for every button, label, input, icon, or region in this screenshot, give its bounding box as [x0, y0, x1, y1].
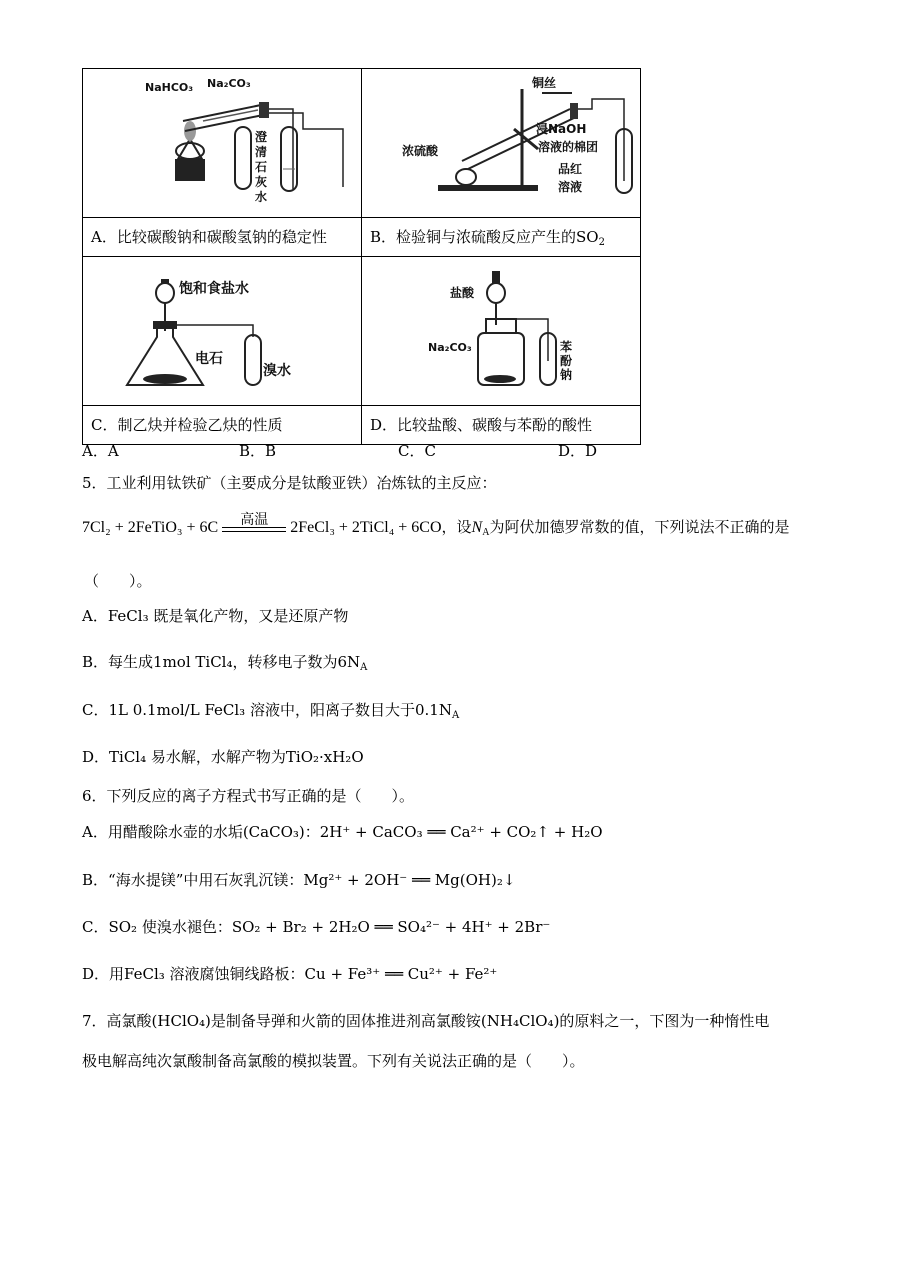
label-hui: 灰 [255, 175, 268, 189]
q5-condition: 高温 [240, 513, 269, 528]
apparatus-d-diagram [362, 257, 640, 405]
label-pinhong: 品红 [558, 162, 583, 176]
label-fen: 酚 [560, 354, 573, 368]
q6-option-b[interactable]: B．“海水提镁”中用石灰乳沉镁：Mg²⁺ + 2OH⁻ ══ Mg(OH)₂↓ [82, 871, 516, 889]
caption-cell-b [362, 218, 641, 257]
q5-eq-arrow [222, 513, 286, 532]
label-na: 钠 [560, 368, 573, 382]
q6-option-d[interactable]: D．用FeCl₃ 溶液腐蚀铜线路板：Cu + Fe³⁺ ══ Cu²⁺ + Fe²⁺ [82, 965, 498, 983]
caption-b: B．检验铜与浓硫酸反应产生的$SO_2$ [370, 228, 605, 248]
q5-stem: 5．工业利用钛铁矿（主要成分是钛酸亚铁）冶炼钛的主反应： [82, 474, 497, 492]
q5-option-c[interactable]: C．1L 0.1mol/L FeCl₃ 溶液中，阳离子数目大于$0.1N_A$ [82, 701, 460, 721]
label-bromine-water: 溴水 [263, 363, 291, 379]
apparatus-b-diagram [362, 69, 640, 217]
q6-option-c[interactable]: C．SO₂ 使溴水褪色：SO₂ + Br₂ + 2H₂O ══ SO₄²⁻ + 4H⁺ + 2Br⁻ [82, 918, 551, 936]
q4-options [82, 441, 782, 461]
label-na2co3: Na₂CO₃ [207, 77, 251, 90]
label-conc-h2so4: 浓硫酸 [402, 144, 439, 158]
label-ben: 苯 [560, 340, 573, 354]
q4-option-d[interactable]: D．D [558, 442, 598, 460]
figure-cell-a [83, 69, 362, 218]
label-shui: 水 [255, 190, 268, 204]
q4-option-a[interactable]: A．A [82, 442, 119, 460]
label-nahco3: NaHCO₃ [145, 81, 194, 94]
label-cheng: 澄 [255, 130, 268, 144]
q7-line2: 极电解高纯次氯酸制备高氯酸的模拟装置。下列有关说法正确的是（ ）。 [82, 1052, 585, 1070]
q4-option-c[interactable]: C．C [398, 442, 436, 460]
q6-option-a[interactable]: A．用醋酸除水壶的水垢(CaCO₃)：2H⁺ + CaCO₃ ══ Ca²⁺ + CO₂↑ + H₂O [82, 823, 603, 841]
q5-equation: 7Cl₂ + 2FeTiO₃ + 6C 高温 2FeCl₃ + 2TiCl₄ + 6CO，设$N_A$为阿伏加德罗常数的值，下列说法不正确的是 [82, 513, 790, 538]
q5-option-b[interactable]: B．每生成1mol TiCl₄，转移电子数为$6N_A$ [82, 653, 368, 673]
caption-cell-c [83, 406, 362, 445]
apparatus-a-diagram [83, 69, 361, 217]
q5-option-d[interactable]: D．TiCl₄ 易水解，水解产物为TiO₂·xH₂O [82, 748, 364, 766]
label-na2co3-d: Na₂CO₃ [428, 341, 472, 354]
label-copper-wire: 铜丝 [532, 76, 557, 90]
q5-paren: （ ）。 [84, 572, 152, 590]
label-carbide: 电石 [195, 351, 223, 367]
figure-cell-b [362, 69, 641, 218]
figure-cell-d [362, 257, 641, 406]
figure-cell-c [83, 257, 362, 406]
q6-stem: 6．下列反应的离子方程式书写正确的是（ ）。 [82, 787, 415, 805]
q4-option-b[interactable]: B．B [239, 442, 277, 460]
caption-c: C．制乙炔并检验乙炔的性质 [91, 416, 283, 434]
label-naoh: 浸NaOH [536, 122, 587, 136]
caption-cell-d [362, 406, 641, 445]
caption-cell-a [83, 218, 362, 257]
label-hcl: 盐酸 [450, 286, 475, 300]
q7-line1: 7．高氯酸(HClO₄)是制备导弹和火箭的固体推进剂高氯酸铵(NH₄ClO₄)的原料之一，下图为一种惰性电 [82, 1012, 770, 1030]
experiment-table [82, 68, 641, 445]
label-shi: 石 [255, 160, 268, 174]
apparatus-c-diagram [83, 257, 361, 405]
q5-eq-right: 2FeCl₃ + 2TiCl₄ + 6CO [290, 519, 442, 536]
caption-d: D．比较盐酸、碳酸与苯酚的酸性 [370, 416, 593, 434]
label-qing: 清 [255, 145, 268, 159]
label-rongye: 溶液 [558, 180, 583, 194]
q5-option-a[interactable]: A．FeCl₃ 既是氧化产物，又是还原产物 [82, 607, 349, 625]
label-cotton: 溶液的棉团 [538, 140, 599, 154]
q5-eq-left: 7Cl₂ + 2FeTiO₃ + 6C [82, 519, 219, 536]
label-saturated-brine: 饱和食盐水 [179, 281, 249, 297]
caption-a: A．比较碳酸钠和碳酸氢钠的稳定性 [91, 228, 327, 246]
